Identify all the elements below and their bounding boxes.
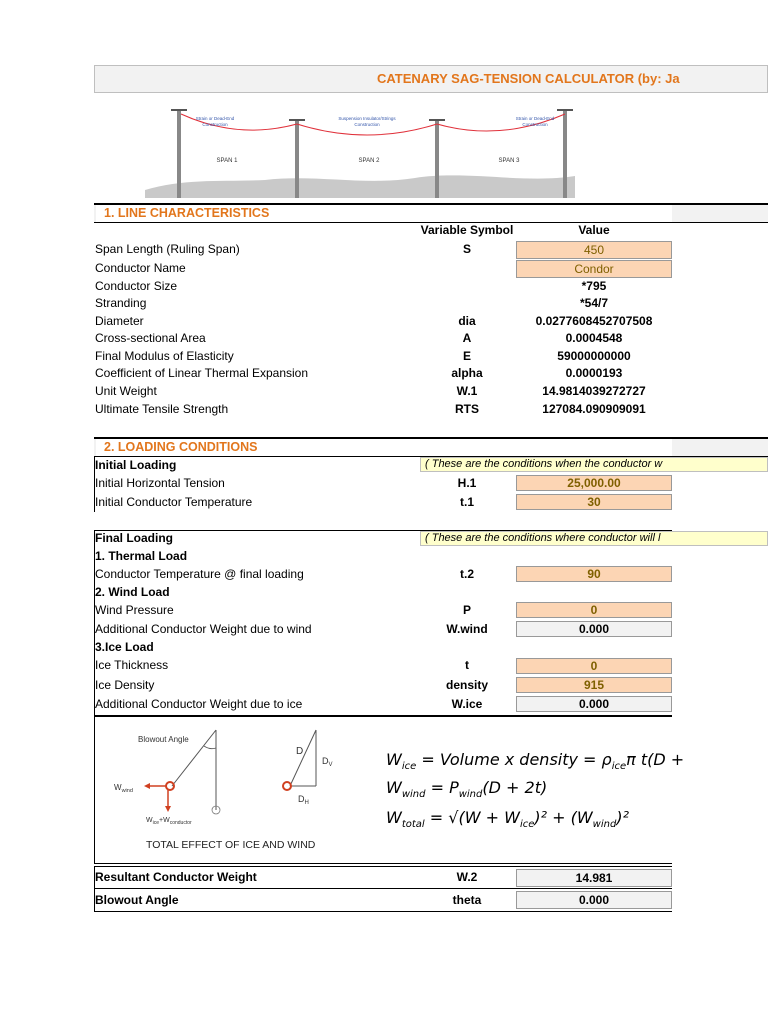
final-temp-input[interactable]: 90	[516, 566, 672, 582]
line-char-label: Span Length (Ruling Span)	[95, 242, 240, 256]
blowout-angle-label: Blowout Angle	[138, 735, 189, 744]
wind-pressure-symbol: P	[462, 603, 471, 617]
wwind-label: $W_{wind}$	[114, 783, 133, 794]
dv-label: $D_V$	[322, 756, 333, 768]
wind-weight-symbol: W.wind	[446, 622, 488, 636]
line-char-label: Unit Weight	[95, 384, 157, 398]
initial-tension-symbol: H.1	[457, 476, 477, 490]
line-char-label: Stranding	[95, 296, 147, 310]
line-char-value: 0.0000193	[565, 366, 623, 380]
ice-thickness-input[interactable]: 0	[516, 658, 672, 674]
line-char-value: 0.0277608452707508	[535, 314, 653, 328]
wice-wconductor-label: $W_{ice}+W_{conductor}$	[146, 817, 192, 826]
span1-label: SPAN 1	[216, 158, 238, 164]
label-mid-2: Construction	[354, 122, 380, 127]
initial-temp-input[interactable]: 30	[516, 494, 672, 510]
label-right-1: Strain or Dead-End	[515, 116, 555, 121]
line-char-symbol: S	[462, 242, 471, 256]
line-char-label: Conductor Size	[95, 279, 178, 293]
line-char-symbol: dia	[458, 314, 476, 328]
blowout-angle-symbol: theta	[452, 893, 482, 907]
thermal-load-label: 1. Thermal Load	[95, 549, 188, 563]
line-char-label: Conductor Name	[95, 261, 186, 275]
figure-caption: TOTAL EFFECT OF ICE AND WIND	[146, 839, 316, 851]
col-value-header: Value	[578, 223, 610, 237]
ice-load-label: 3.Ice Load	[95, 640, 154, 654]
section2-title: 2. LOADING CONDITIONS	[104, 440, 258, 454]
ice-density-input[interactable]: 915	[516, 677, 672, 693]
line-char-symbol: E	[462, 349, 471, 363]
line-char-value: *795	[581, 279, 607, 293]
formula-total: $W_{total} = √(W + W_{ice})^2 + (W_{wind})^2$	[386, 808, 629, 831]
initial-temp-symbol: t.1	[459, 495, 474, 509]
wind-weight-value: 0.000	[516, 621, 672, 637]
final-temp-label: Conductor Temperature @ final loading	[95, 567, 304, 581]
wind-pressure-input[interactable]: 0	[516, 602, 672, 618]
ice-wind-diagram	[110, 724, 366, 856]
initial-tension-input[interactable]: 25,000.00	[516, 475, 672, 491]
line-char-symbol: RTS	[455, 402, 479, 416]
line-char-symbol: W.1	[456, 384, 478, 398]
blowout-angle-row-label: Blowout Angle	[95, 893, 179, 907]
section1-heading	[94, 203, 768, 223]
line-char-value: *54/7	[579, 296, 609, 310]
wind-weight-label: Additional Conductor Weight due to wind	[95, 622, 312, 636]
line-char-value: 127084.090909091	[542, 402, 646, 416]
line-char-label: Diameter	[95, 314, 144, 328]
wind-pressure-label: Wind Pressure	[95, 603, 174, 617]
formula-wind: $W_{wind} = P_{wind}(D + 2t)$	[386, 778, 548, 801]
initial-loading-label: Initial Loading	[95, 458, 177, 472]
initial-temp-label: Initial Conductor Temperature	[95, 495, 253, 509]
final-temp-symbol: t.2	[459, 567, 474, 581]
label-right-2: Construction	[522, 122, 548, 127]
formula-ice: $W_{ice}$ = Volume x density = $\rho_{ice}\pi$ t(D +	[386, 750, 685, 773]
ice-weight-label: Additional Conductor Weight due to ice	[95, 697, 303, 711]
span3-label: SPAN 3	[498, 158, 520, 164]
line-char-value: 14.9814039272727	[542, 384, 646, 398]
final-loading-note: ( These are the conditions where conductor will l	[420, 531, 768, 546]
title-bar	[94, 65, 768, 93]
line-char-input[interactable]: Condor	[516, 260, 672, 278]
ice-density-symbol: density	[445, 678, 488, 692]
ice-thickness-symbol: t	[465, 658, 469, 672]
line-char-value: 59000000000	[557, 349, 631, 363]
col-symbol-header: Variable Symbol	[420, 223, 514, 237]
d-label: D	[296, 746, 304, 757]
line-char-label: Ultimate Tensile Strength	[95, 402, 229, 416]
label-left-2: Construction	[202, 122, 228, 127]
dh-label: $D_H$	[298, 794, 309, 806]
page-title: CATENARY SAG-TENSION CALCULATOR (by: Ja	[377, 71, 680, 86]
span2-label: SPAN 2	[358, 158, 380, 164]
ice-thickness-label: Ice Thickness	[95, 658, 169, 672]
blowout-angle-value: 0.000	[516, 891, 672, 909]
resultant-weight-symbol: W.2	[456, 870, 478, 884]
ice-density-label: Ice Density	[95, 678, 155, 692]
section2-heading	[94, 437, 768, 457]
resultant-weight-value: 14.981	[516, 869, 672, 887]
final-loading-label: Final Loading	[95, 531, 173, 545]
span-diagram	[145, 100, 575, 198]
line-char-symbol: A	[462, 331, 472, 345]
line-char-input[interactable]: 450	[516, 241, 672, 259]
line-char-symbol: alpha	[451, 366, 483, 380]
section1-title: 1. LINE CHARACTERISTICS	[104, 206, 270, 220]
ice-weight-symbol: W.ice	[451, 697, 483, 711]
label-left-1: Strain or Dead-End	[195, 116, 235, 121]
ice-weight-value: 0.000	[516, 696, 672, 712]
resultant-weight-label: Resultant Conductor Weight	[95, 870, 257, 884]
label-mid-1: Suspension Insulator/Strings	[338, 116, 396, 121]
wind-load-label: 2. Wind Load	[95, 585, 170, 599]
line-char-label: Coefficient of Linear Thermal Expansion	[95, 366, 309, 380]
initial-loading-note: ( These are the conditions when the conductor w	[420, 457, 768, 472]
line-char-label: Cross-sectional Area	[95, 331, 206, 345]
initial-tension-label: Initial Horizontal Tension	[95, 476, 225, 490]
line-char-label: Final Modulus of Elasticity	[95, 349, 234, 363]
line-char-value: 0.0004548	[565, 331, 623, 345]
